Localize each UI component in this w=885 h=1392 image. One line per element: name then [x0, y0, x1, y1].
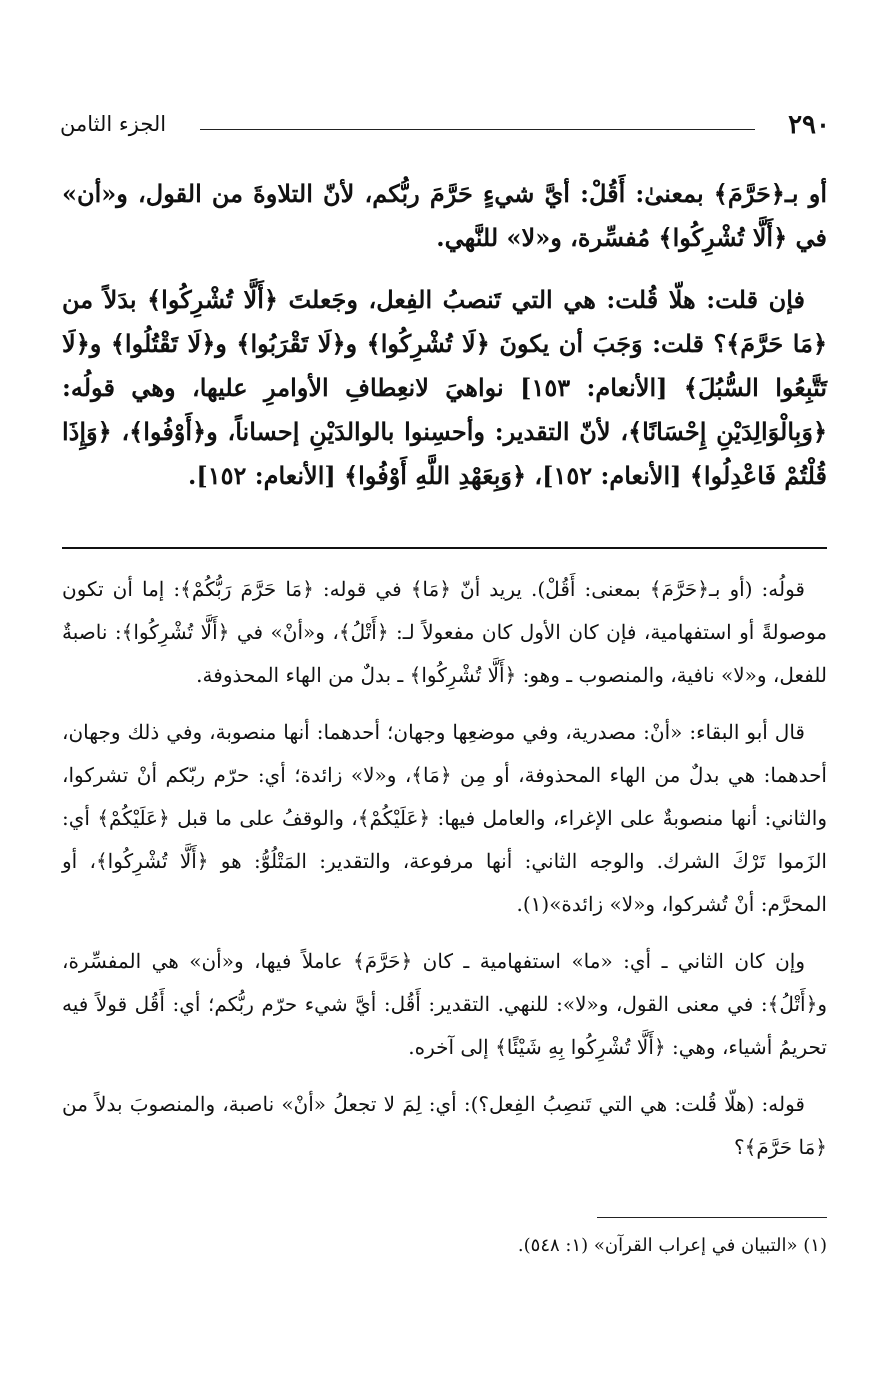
footnote-rule — [597, 1217, 827, 1218]
part-title: الجزء الثامن — [60, 112, 167, 136]
commentary-paragraph-4: قوله: (هلّا قُلت: هي التي تَنصِبُ الفِعل؟): أي: لِمَ لا تجعلُ «أنْ» ناصبة، والمنصوبَ بدلاً من ﴿مَا حَرَّمَ﴾؟ — [62, 1092, 827, 1159]
footnote: (١) «التبيان في إعراب القرآن» (١: ٥٤٨). — [517, 1235, 827, 1256]
commentary-paragraph-2: قال أبو البقاء: «أنْ: مصدرية، وفي موضعِها وجهان؛ أحدهما: أنها منصوبة، وفي ذلك وجهان، أحدهما: هي بدلٌ من الهاء المحذوفة، أو مِن ﴿مَا﴾، و«لا» زائدة؛ أي: حرّم ربّكم أنْ تشركوا، والثاني: أنها منصوبةٌ على الإغراء، والعامل فيها: ﴿عَلَيْكُمْ﴾، والوقفُ على ما قبل ﴿عَلَيْكُمْ﴾ أي: الزَموا تَرْكَ الشرك. والوجه الثاني: أنها مرفوعة، والتقدير: المَتْلُوُّ: هو ﴿أَلَّا تُشْرِكُوا﴾، أو المحرَّم: أنْ تُشركوا، و«لا» زائدة»(١). — [62, 720, 827, 916]
page-number: ٢٩٠ — [788, 110, 830, 140]
main-text — [62, 172, 827, 516]
main-paragraph-2: فإن قلت: هلّا قُلت: هي التي تَنصبُ الفِعل، وجَعلتَ ﴿أَلَّا تُشْرِكُوا﴾ بدَلاً من ﴿مَا حَرَّمَ﴾؟ قلت: وَجَبَ أن يكونَ ﴿لَا تُشْرِكُوا﴾ و﴿لَا تَقْرَبُوا﴾ و﴿لَا تَقْتُلُوا﴾ و﴿لَا تَتَّبِعُوا السُّبُلَ﴾ [الأنعام: ١٥٣] نواهيَ لانعِطافِ الأوامرِ عليها، وهي قولُه: ﴿وَبِالْوَالِدَيْنِ إِحْسَانًا﴾، لأنّ التقدير: وأحسِنوا بالوالدَيْنِ إحساناً، و﴿أَوْفُوا﴾، ﴿وَإِذَا قُلْتُمْ فَاعْدِلُوا﴾ [الأنعام: ١٥٢]، ﴿وَبِعَهْدِ اللَّهِ أَوْفُوا﴾ [الأنعام: ١٥٢]. — [62, 285, 828, 490]
section-divider — [62, 547, 827, 549]
commentary-paragraph-1: قولُه: (أو بـ﴿حَرَّمَ﴾ بمعنى: أَقُلْ). يريد أنّ ﴿مَا﴾ في قوله: ﴿مَا حَرَّمَ رَبُّكُمْ﴾: إما أن تكون موصولةً أو استفهامية، فإن كان الأول كان مفعولاً لـ: ﴿أَتْلُ﴾، و«أنْ» في ﴿أَلَّا تُشْرِكُوا﴾: ناصبةٌ للفعل، و«لا» نافية، والمنصوب ـ وهو: ﴿أَلَّا تُشْرِكُوا﴾ ـ بدلٌ من الهاء المحذوفة. — [62, 577, 827, 687]
commentary-paragraph-3: وإن كان الثاني ـ أي: «ما» استفهامية ـ كان ﴿حَرَّمَ﴾ عاملاً فيها، و«أن» هي المفسِّرة، و﴿أَتْلُ﴾: في معنى القول، و«لا»: للنهي. التقدير: أَقُل: أيَّ شيء حرّم ربُّكم؛ أي: أَقُل قولاً فيه تحريمُ أشياء، وهي: ﴿أَلَّا تُشْرِكُوا بِهِ شَيْئًا﴾ إلى آخره. — [62, 949, 827, 1059]
commentary-text — [62, 568, 827, 1183]
header-rule — [200, 129, 755, 130]
main-paragraph-1: أو بـ﴿حَرَّمَ﴾ بمعنىٰ: أَقُلْ: أيَّ شيءٍ حَرَّمَ ربُّكم، لأنّ التلاوةَ من القول، و«أن» في ﴿أَلَّا تُشْرِكُوا﴾ مُفسِّرة، و«لا» للنَّهي. — [62, 179, 827, 252]
page-header — [60, 108, 830, 148]
